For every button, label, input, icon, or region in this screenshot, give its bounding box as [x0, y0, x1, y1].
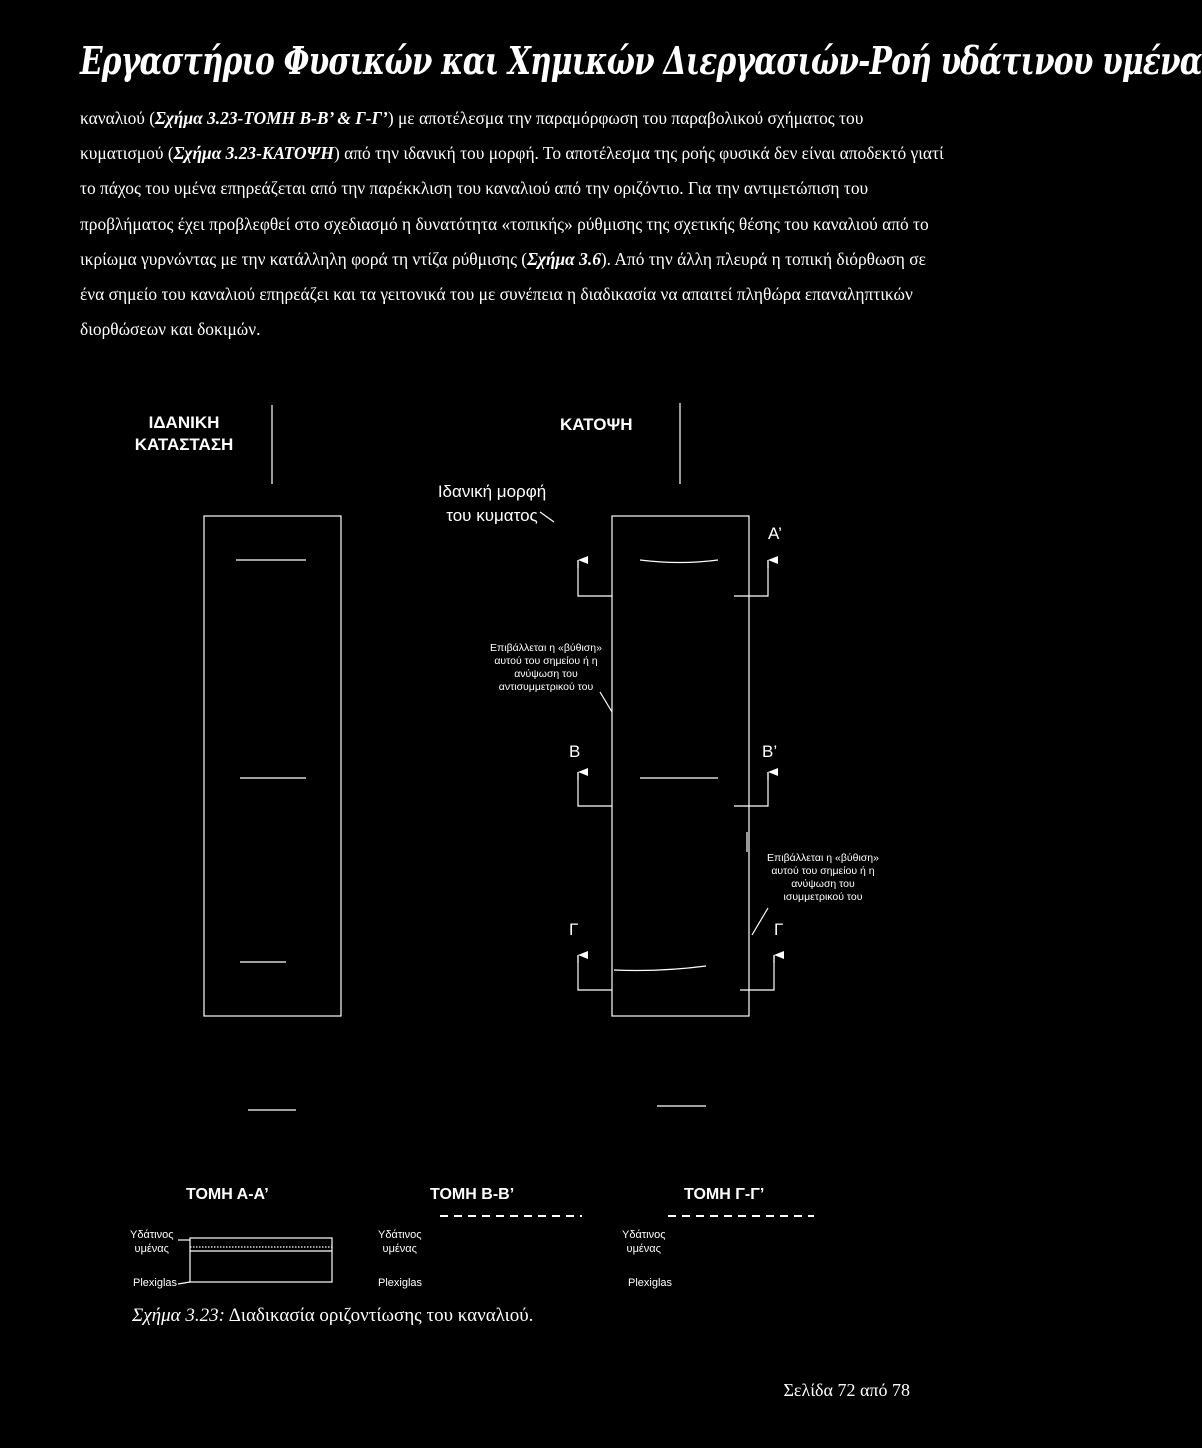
- wave-line: [614, 966, 706, 971]
- page-number: Σελίδα 72 από 78: [783, 1380, 910, 1400]
- ideal-wave-label: Ιδανική μορφή του κυματος: [437, 482, 547, 525]
- section-mark-g-prime: [740, 955, 774, 990]
- label-g: Γ: [569, 920, 579, 939]
- water-film-label-gg: Υδάτινος υμένας: [622, 1229, 666, 1255]
- figure-caption: Σχήμα 3.23: Διαδικασία οριζοντίωσης του καναλιού.: [132, 1305, 534, 1326]
- section-aa-title: ΤΟΜΗ Α-Α’: [186, 1186, 269, 1203]
- plan-channel: [612, 516, 749, 1016]
- section-aa-box: [190, 1238, 332, 1282]
- plexiglas-label-aa: Plexiglas: [133, 1277, 178, 1289]
- figure-ref[interactable]: Σχήμα 3.23-ΚΑΤΟΨΗ: [173, 143, 334, 164]
- section-mark-a: [578, 560, 612, 596]
- figure-ref[interactable]: Σχήμα 3.23-ΤΟΜΗ Β-Β’ & Γ-Γ’: [155, 108, 388, 128]
- page-header: Εργαστήριο Φυσικών και Χημικών Διεργασιών-Ροή υδάτινου υμένα: [80, 38, 1202, 83]
- section-mark-b-prime: [734, 772, 768, 806]
- water-film-label-aa: Υδάτινος υμένας: [130, 1229, 174, 1255]
- pointer-line: [600, 692, 612, 712]
- ideal-channel: [204, 516, 341, 1016]
- wave-line: [640, 560, 718, 563]
- ideal-state-label: ΙΔΑΝΙΚΗ ΚΑΤΑΣΤΑΣΗ: [134, 413, 234, 454]
- label-b: Β: [569, 742, 581, 761]
- label-b-prime: Β’: [762, 742, 778, 761]
- section-mark-b: [578, 772, 612, 806]
- plexiglas-label-gg: Plexiglas: [628, 1277, 673, 1289]
- section-gg-title: ΤΟΜΗ Γ-Γ’: [684, 1186, 765, 1203]
- water-film-label-bb: Υδάτινος υμένας: [378, 1229, 422, 1255]
- plan-view-label: ΚΑΤΟΨΗ: [560, 415, 633, 434]
- section-mark-a-prime: [734, 560, 768, 596]
- pointer-line: [752, 908, 768, 935]
- section-mark-g: [578, 955, 612, 990]
- note-symmetric: Επιβάλλεται η «βύθιση» αυτού του σημείου ή η ανύψωση του ισυμμετρικού του: [767, 852, 879, 903]
- label-g-prime: Γ: [774, 920, 784, 939]
- figure-ref[interactable]: Σχήμα 3.6: [527, 248, 601, 269]
- label-a-prime: Α’: [768, 524, 782, 543]
- section-bb-title: ΤΟΜΗ Β-Β’: [430, 1186, 515, 1203]
- note-antisymmetric: Επιβάλλεται η «βύθιση» αυτού του σημείου ή η ανύψωση του αντισυμμετρικού του: [490, 642, 602, 693]
- plexiglas-label-bb: Plexiglas: [378, 1277, 423, 1289]
- body-paragraph: καναλιού (Σχήμα 3.23-ΤΟΜΗ Β-Β’ & Γ-Γ’) με αποτέλεσμα την παραμόρφωση του παραβολικού σχήματος του κυματισμού (Σχήμα 3.23-ΚΑΤΟΨΗ) από την ιδανική του μορφή. Το αποτέλεσμα της ροής φυσικά δεν είναι αποδεκτό γιατί το πάχος του υμένα επηρεάζεται από την παρέκκλιση του καναλιού από την οριζόντιο. Για την αντιμετώπιση του προβλήματος έχει προβλεφθεί στο σχεδιασμό η δυνατότητα «τοπικής» ρύθμισης της σχετικής θέσης του καναλιού από το ικρίωμα γυρνώντας με την κατάλληλη φορά τη ντίζα ρύθμισης (Σχήμα 3.6). Από την άλλη πλευρά η τοπική διόρθωση σε ένα σημείο του καναλιού επηρεάζει και τα γειτονικά του με συνέπεια η διαδικασία να απαιτεί πληθώρα επαναληπτικών διορθώσεων και δοκιμών.: [80, 108, 944, 340]
